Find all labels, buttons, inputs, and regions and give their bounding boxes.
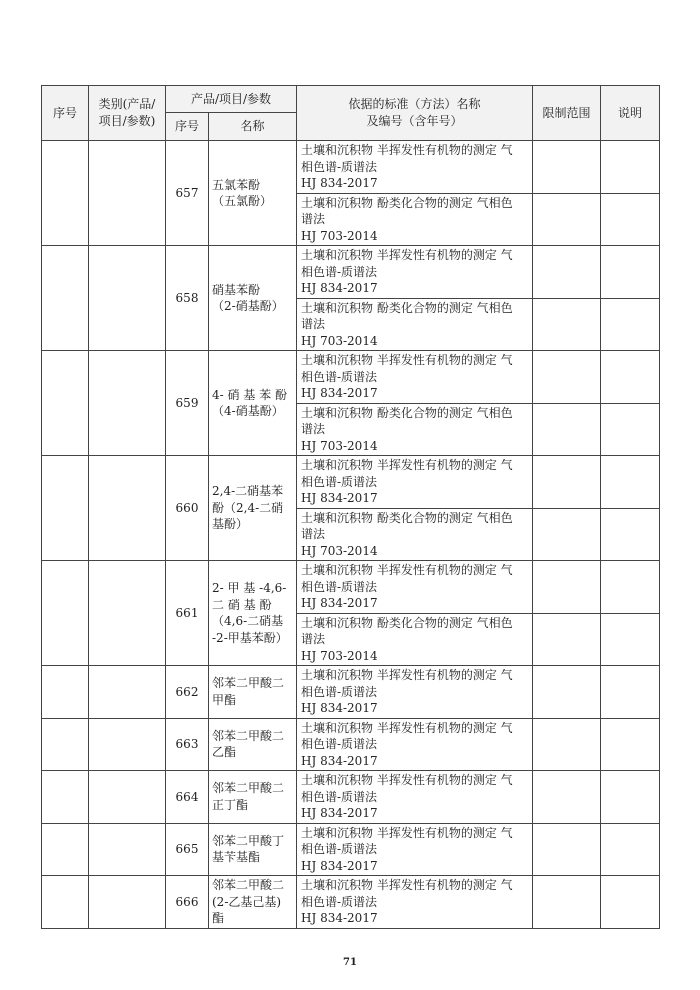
limit-cell — [533, 771, 601, 824]
item-name — [209, 351, 297, 456]
standard-line: HJ 834-2017 — [301, 911, 378, 925]
note-cell — [601, 771, 660, 824]
item-number: 662 — [166, 666, 209, 719]
item-name-line: 五氯苯酚 — [212, 177, 261, 192]
item-name-line: 2- 甲 基 -4,6- — [212, 581, 287, 595]
item-name-line: 基酚） — [212, 517, 249, 532]
item-name-line: 正丁酯 — [212, 797, 249, 812]
standard-line: HJ 834-2017 — [301, 596, 378, 610]
standard-line: 相色谱-质谱法 — [301, 894, 378, 909]
item-name — [209, 771, 297, 824]
table-row — [42, 561, 660, 614]
limit-cell — [533, 456, 601, 509]
standard-line: 谱法 — [301, 317, 326, 331]
table-row — [42, 876, 660, 929]
standard-line: HJ 703-2014 — [301, 648, 378, 663]
note-cell — [601, 351, 660, 404]
category-cell — [89, 246, 166, 351]
standard-line: HJ 834-2017 — [301, 491, 378, 505]
standard-cell — [297, 141, 533, 194]
standard-line: HJ 834-2017 — [301, 858, 378, 873]
standard-line: 相色谱-质谱法 — [301, 474, 378, 489]
header-product-group: 产品/项目/参数 — [166, 86, 297, 113]
item-name — [209, 718, 297, 771]
item-name-line: 4- 硝 基 苯 酚 — [212, 387, 287, 402]
standard-cell — [297, 771, 533, 824]
standard-line: HJ 834-2017 — [301, 753, 378, 768]
item-number: 657 — [166, 141, 209, 246]
standard-line: HJ 834-2017 — [301, 806, 378, 820]
item-name — [209, 141, 297, 246]
standard-cell — [297, 193, 533, 246]
standard-line: 土壤和沉积物 半挥发性有机物的测定 气 — [301, 668, 513, 682]
standard-line: 土壤和沉积物 酚类化合物的测定 气相色 — [301, 615, 513, 630]
header-seq: 序号 — [42, 86, 89, 141]
item-number: 665 — [166, 823, 209, 876]
item-name-line: -2-甲基苯酚） — [212, 630, 288, 645]
standard-line: HJ 834-2017 — [301, 386, 378, 400]
header-note: 说明 — [601, 86, 660, 141]
standard-line: 土壤和沉积物 酚类化合物的测定 气相色 — [301, 300, 513, 315]
category-cell — [89, 718, 166, 771]
note-cell — [601, 246, 660, 299]
standard-line: 相色谱-质谱法 — [301, 842, 378, 856]
standard-cell — [297, 403, 533, 456]
standard-line: 土壤和沉积物 半挥发性有机物的测定 气 — [301, 878, 513, 892]
category-cell — [89, 666, 166, 719]
note-cell — [601, 876, 660, 929]
category-cell — [89, 351, 166, 456]
item-name-line: 二 硝 基 酚 — [212, 597, 272, 612]
standard-line: HJ 834-2017 — [301, 176, 378, 190]
limit-cell — [533, 823, 601, 876]
limit-cell — [533, 508, 601, 561]
item-number: 661 — [166, 561, 209, 666]
item-name-line: 邻苯二甲酸二 — [212, 878, 285, 892]
limit-cell — [533, 351, 601, 404]
item-name — [209, 246, 297, 351]
standard-line: 土壤和沉积物 酚类化合物的测定 气相色 — [301, 405, 513, 420]
standard-line: HJ 703-2014 — [301, 543, 378, 558]
note-cell — [601, 613, 660, 666]
header-limit: 限制范围 — [533, 86, 601, 141]
standard-line: 相色谱-质谱法 — [301, 579, 378, 594]
standard-cell — [297, 508, 533, 561]
standard-line: 相色谱-质谱法 — [301, 684, 378, 699]
standard-line: 谱法 — [301, 632, 326, 646]
standard-cell — [297, 351, 533, 404]
item-name-line: 2,4-二硝基苯 — [212, 484, 284, 499]
limit-cell — [533, 876, 601, 929]
item-name — [209, 823, 297, 876]
item-name-line: （五氯酚） — [212, 194, 273, 208]
table-row — [42, 246, 660, 299]
standard-line: 相色谱-质谱法 — [301, 264, 378, 279]
table-row — [42, 141, 660, 194]
item-name-line: (2-乙基己基) — [212, 894, 282, 909]
standard-cell — [297, 613, 533, 666]
standard-cell — [297, 298, 533, 351]
limit-cell — [533, 613, 601, 666]
standard-cell — [297, 561, 533, 614]
limit-cell — [533, 298, 601, 351]
standard-line: 相色谱-质谱法 — [301, 369, 378, 384]
item-name — [209, 876, 297, 929]
standard-line: 土壤和沉积物 半挥发性有机物的测定 气 — [301, 458, 513, 472]
item-name-line: （2-硝基酚） — [212, 299, 284, 313]
standard-line: 土壤和沉积物 酚类化合物的测定 气相色 — [301, 195, 513, 210]
item-name-line: 酯 — [212, 911, 225, 925]
category-cell — [89, 456, 166, 561]
table-row — [42, 456, 660, 509]
item-number: 659 — [166, 351, 209, 456]
note-cell — [601, 666, 660, 719]
standard-line: 土壤和沉积物 半挥发性有机物的测定 气 — [301, 353, 513, 367]
item-name-line: 酚（2,4-二硝 — [212, 500, 284, 515]
limit-cell — [533, 141, 601, 194]
standard-cell — [297, 246, 533, 299]
note-cell — [601, 718, 660, 771]
seq-cell — [42, 771, 89, 824]
item-name-line: 乙酯 — [212, 745, 237, 760]
seq-cell — [42, 666, 89, 719]
standard-line: HJ 834-2017 — [301, 281, 378, 295]
item-name — [209, 561, 297, 666]
category-cell — [89, 561, 166, 666]
note-cell — [601, 508, 660, 561]
standard-line: 土壤和沉积物 酚类化合物的测定 气相色 — [301, 510, 513, 525]
table-body — [42, 141, 660, 929]
limit-cell — [533, 718, 601, 771]
standard-line: 土壤和沉积物 半挥发性有机物的测定 气 — [301, 248, 513, 262]
header-sub-seq: 序号 — [166, 113, 209, 141]
seq-cell — [42, 718, 89, 771]
seq-cell — [42, 141, 89, 246]
standard-line: 相色谱-质谱法 — [301, 159, 378, 174]
table-row — [42, 351, 660, 404]
category-cell — [89, 823, 166, 876]
limit-cell — [533, 403, 601, 456]
note-cell — [601, 193, 660, 246]
limit-cell — [533, 246, 601, 299]
standard-line: HJ 703-2014 — [301, 438, 378, 453]
limit-cell — [533, 193, 601, 246]
seq-cell — [42, 456, 89, 561]
note-cell — [601, 561, 660, 614]
item-name-line: （4-硝基酚） — [212, 404, 284, 418]
standard-line: 相色谱-质谱法 — [301, 789, 378, 804]
standard-line: 土壤和沉积物 半挥发性有机物的测定 气 — [301, 773, 513, 787]
item-name-line: 甲酯 — [212, 692, 237, 707]
standard-line: HJ 703-2014 — [301, 228, 378, 243]
note-cell — [601, 403, 660, 456]
standard-cell — [297, 456, 533, 509]
header-category: 类别(产品/ 项目/参数) — [89, 86, 166, 141]
standard-line: 土壤和沉积物 半挥发性有机物的测定 气 — [301, 143, 513, 157]
item-name-line: 邻苯二甲酸丁 — [212, 833, 285, 848]
table-row — [42, 823, 660, 876]
page-number: 71 — [343, 956, 357, 968]
header-sub-name: 名称 — [209, 113, 297, 141]
category-cell — [89, 876, 166, 929]
standard-line: 谱法 — [301, 422, 326, 436]
item-name-line: 基苄基酯 — [212, 850, 261, 865]
item-number: 658 — [166, 246, 209, 351]
standard-line: 土壤和沉积物 半挥发性有机物的测定 气 — [301, 563, 513, 577]
item-number: 663 — [166, 718, 209, 771]
seq-cell — [42, 351, 89, 456]
standard-cell — [297, 718, 533, 771]
item-name-line: 邻苯二甲酸二 — [212, 676, 285, 691]
category-cell — [89, 141, 166, 246]
table-row — [42, 718, 660, 771]
note-cell — [601, 456, 660, 509]
item-name — [209, 666, 297, 719]
table-row — [42, 771, 660, 824]
item-number: 664 — [166, 771, 209, 824]
item-name-line: （4,6-二硝基 — [212, 614, 284, 628]
seq-cell — [42, 823, 89, 876]
standard-line: 土壤和沉积物 半挥发性有机物的测定 气 — [301, 825, 513, 840]
header-standard: 依据的标准（方法）名称 及编号（含年号） — [297, 86, 533, 141]
item-name-line: 硝基苯酚 — [212, 282, 261, 297]
standard-cell — [297, 823, 533, 876]
table-row — [42, 666, 660, 719]
standard-line: 相色谱-质谱法 — [301, 737, 378, 751]
limit-cell — [533, 666, 601, 719]
item-number: 660 — [166, 456, 209, 561]
standard-cell — [297, 876, 533, 929]
item-name-line: 邻苯二甲酸二 — [212, 728, 285, 743]
seq-cell — [42, 246, 89, 351]
note-cell — [601, 298, 660, 351]
standard-line: 谱法 — [301, 212, 326, 226]
standard-line: HJ 703-2014 — [301, 333, 378, 348]
item-name — [209, 456, 297, 561]
seq-cell — [42, 561, 89, 666]
standards-table — [41, 85, 660, 929]
seq-cell — [42, 876, 89, 929]
item-number: 666 — [166, 876, 209, 929]
standard-cell — [297, 666, 533, 719]
note-cell — [601, 141, 660, 194]
limit-cell — [533, 561, 601, 614]
note-cell — [601, 823, 660, 876]
standard-line: 谱法 — [301, 527, 326, 541]
standard-line: 土壤和沉积物 半挥发性有机物的测定 气 — [301, 720, 513, 735]
category-cell — [89, 771, 166, 824]
standard-line: HJ 834-2017 — [301, 701, 378, 715]
item-name-line: 邻苯二甲酸二 — [212, 781, 285, 796]
